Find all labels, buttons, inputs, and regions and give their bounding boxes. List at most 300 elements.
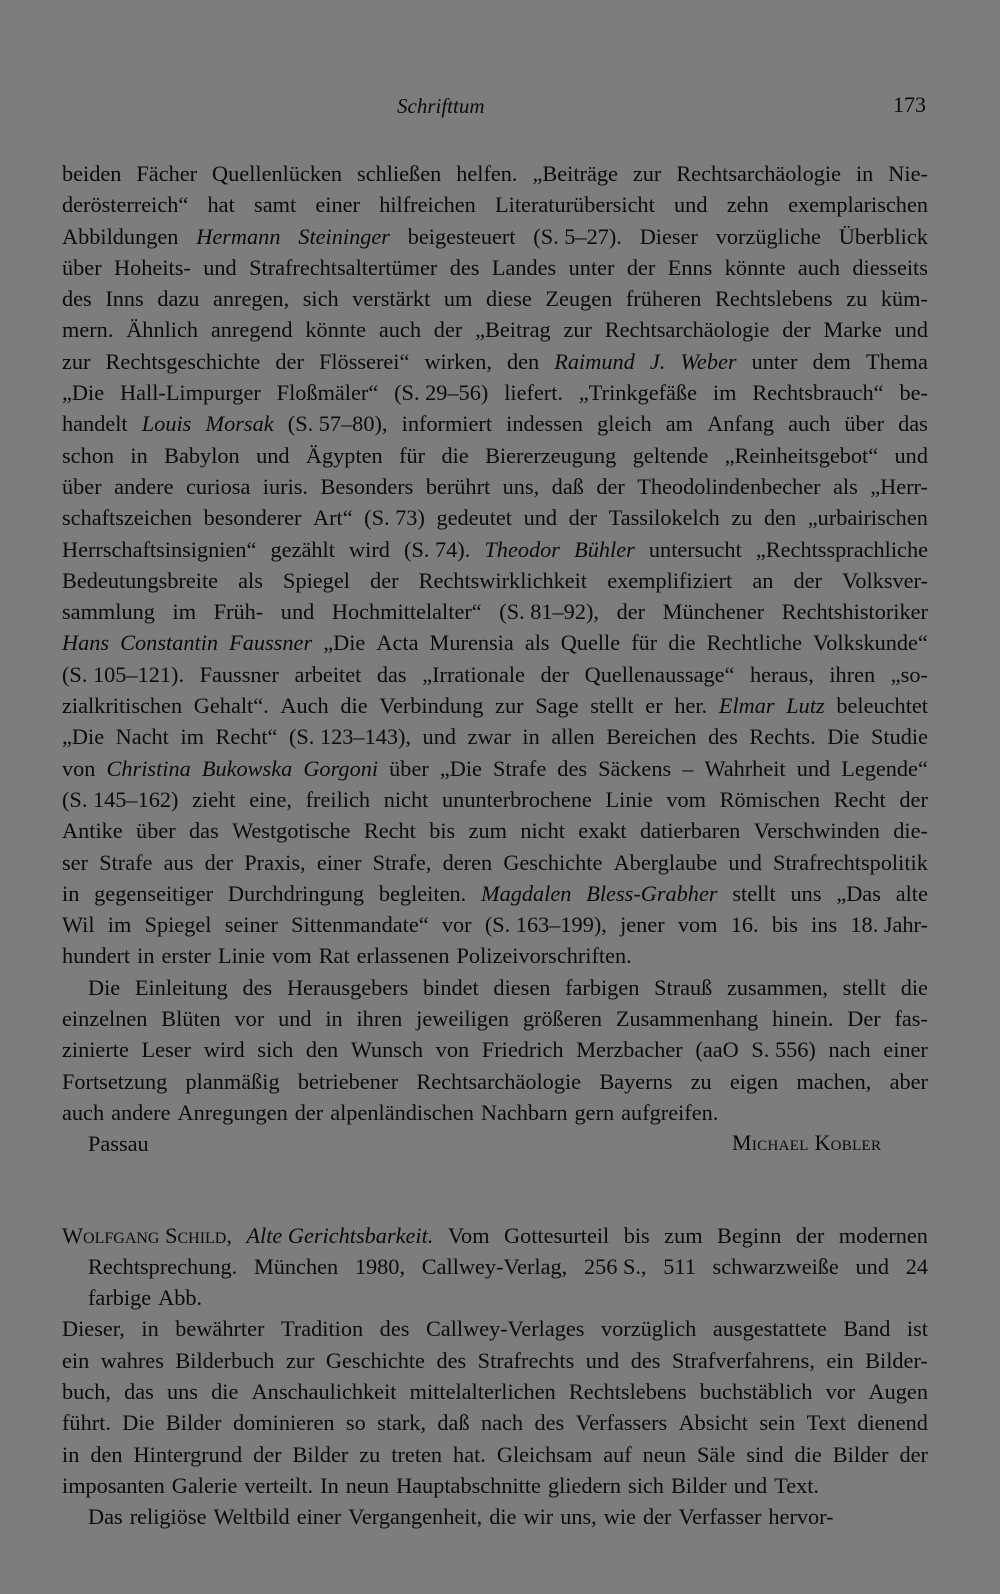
- word: Merzbacher: [576, 1037, 683, 1063]
- word: 24: [905, 1253, 928, 1279]
- word: andere: [111, 1099, 171, 1125]
- word: die: [668, 630, 696, 656]
- word: Absicht: [678, 1410, 748, 1436]
- word: uns: [167, 1378, 198, 1404]
- word: zur: [495, 693, 524, 719]
- word: für: [631, 630, 658, 656]
- word: in: [137, 943, 155, 969]
- word: bindet: [422, 974, 479, 1000]
- word: Bereichen: [606, 724, 697, 750]
- word: gleich: [597, 411, 652, 437]
- word: ausgestattete: [712, 1316, 827, 1342]
- word: und: [674, 192, 708, 218]
- word: Recht: [363, 818, 416, 844]
- word: der: [616, 599, 646, 625]
- word: Quelle: [560, 630, 621, 656]
- text-line: [62, 1313, 928, 1344]
- word: Gleichsam: [496, 1441, 593, 1467]
- word: Floßmäler“: [276, 380, 379, 406]
- word: curiosa: [185, 473, 251, 499]
- word: um: [443, 286, 473, 312]
- word: und: [855, 1253, 889, 1279]
- word: Biererzeugung: [485, 442, 617, 468]
- word: in: [62, 880, 80, 906]
- word: Landes: [491, 254, 557, 280]
- word: Bilder: [670, 1472, 727, 1498]
- word: Dieser: [639, 223, 698, 249]
- word: Literaturübersicht: [495, 192, 655, 218]
- word: Babylon: [164, 442, 240, 468]
- word: Abbildungen: [62, 223, 179, 249]
- word: planmäßig: [185, 1068, 280, 1094]
- word: daß: [551, 473, 584, 499]
- text-line: [62, 377, 928, 408]
- word: be-: [899, 380, 928, 406]
- text-line: [62, 847, 928, 878]
- word: Bilderbuch: [175, 1347, 275, 1373]
- word: der: [294, 1099, 324, 1125]
- word: des: [708, 724, 738, 750]
- word: jeweiligen: [416, 1006, 509, 1032]
- word: „Trinkgefäße: [578, 380, 697, 406]
- word: Sittenmandate“: [291, 912, 429, 938]
- word: unter: [568, 254, 615, 280]
- word: München: [253, 1253, 339, 1279]
- word: dazu: [157, 286, 200, 312]
- word: beiden: [62, 161, 122, 186]
- word: handelt: [62, 411, 128, 437]
- word: Rechtslebens: [568, 1378, 687, 1404]
- word: Säle: [697, 1441, 736, 1467]
- word: aber: [889, 1068, 928, 1094]
- word: Strafe,: [372, 849, 432, 875]
- running-title: Schrifttum: [397, 94, 485, 118]
- word: über: [62, 473, 102, 499]
- word: Bilder: [832, 1441, 889, 1467]
- word: als: [524, 630, 550, 656]
- word: vorzügliche: [715, 223, 821, 249]
- word: und: [280, 599, 315, 625]
- word: (S. 5–27).: [533, 223, 622, 249]
- word: Strafrechtsaltertümer: [249, 254, 438, 280]
- paragraph: [62, 1501, 928, 1532]
- word: gedeutet: [436, 505, 512, 531]
- word: Recht“: [215, 724, 278, 750]
- word: Früh-: [213, 599, 264, 625]
- entry-line: [62, 1220, 928, 1251]
- word: vorzüglich: [600, 1316, 697, 1342]
- text-line: [62, 283, 928, 314]
- word: Bedeutungsbreite: [62, 567, 219, 593]
- word: farbige: [88, 1285, 152, 1311]
- word: (S. 105–121).: [62, 661, 185, 687]
- word: vor: [234, 1006, 265, 1032]
- word: samt: [254, 192, 297, 218]
- word: gliedern: [547, 1472, 622, 1498]
- word: des: [557, 755, 588, 781]
- word: diese: [485, 286, 532, 312]
- word: Marke: [823, 317, 882, 343]
- word: „Rechtssprachliche: [755, 536, 928, 562]
- word: verteilt.: [244, 1472, 314, 1498]
- word: Bilder-: [865, 1347, 928, 1373]
- text-line: [62, 815, 928, 846]
- word: Rechtsgeschichte: [105, 348, 261, 374]
- word: Römischen: [719, 786, 820, 812]
- word: 511: [663, 1253, 696, 1279]
- word: der: [795, 1222, 825, 1248]
- italic-word: Hans: [62, 630, 110, 656]
- word: liefert.: [504, 380, 563, 406]
- word: größeren: [522, 1006, 603, 1032]
- word: In: [320, 1472, 339, 1498]
- word: berührt: [425, 473, 491, 499]
- word: Gehalt“.: [193, 693, 269, 719]
- word: iuris.: [262, 473, 309, 499]
- word: über: [844, 411, 884, 437]
- word: Bayerns: [599, 1068, 673, 1094]
- word: als: [238, 567, 263, 593]
- word: ins: [811, 912, 838, 938]
- word: stellt: [842, 974, 887, 1000]
- text-line: [62, 909, 928, 940]
- text-line: [62, 1097, 928, 1128]
- word: Galerie: [171, 1472, 238, 1498]
- text-line: [62, 878, 928, 909]
- word: Leser: [141, 1037, 192, 1063]
- word: Quellenaussage“: [584, 661, 735, 687]
- italic-word: Constantin: [120, 630, 219, 656]
- word: im: [712, 380, 737, 406]
- entry-line: [62, 1282, 928, 1313]
- word: „Das: [836, 880, 881, 906]
- word: dienend: [857, 1410, 928, 1436]
- text-line: [62, 1439, 928, 1470]
- word: Band: [843, 1316, 891, 1342]
- entry-line: [62, 1251, 928, 1282]
- word: sich: [257, 1037, 294, 1063]
- word: der: [899, 1441, 928, 1467]
- word: Herausgebers: [286, 974, 409, 1000]
- word: über: [389, 755, 429, 781]
- text-line: [62, 1003, 928, 1034]
- word: „Irrationale: [422, 661, 525, 687]
- word: zinierte: [62, 1037, 129, 1063]
- word: sein: [759, 1410, 796, 1436]
- word: Tradition: [280, 1316, 364, 1342]
- word: Rechts.: [749, 724, 816, 750]
- word: diesen: [493, 974, 551, 1000]
- word: Volksver-: [842, 567, 928, 593]
- word: Flösserei“: [318, 348, 410, 374]
- word: freilich: [305, 786, 371, 812]
- word: „Reinheitsgebot“: [724, 442, 879, 468]
- word: der: [540, 661, 570, 687]
- word: wahres: [100, 1347, 164, 1373]
- text-line: [62, 627, 928, 658]
- word: buchstäblich: [699, 1378, 813, 1404]
- word: der: [253, 1441, 282, 1467]
- signature-name: Michael Kobler: [732, 1130, 882, 1156]
- word: küm-: [880, 286, 928, 312]
- word: über: [62, 254, 102, 280]
- word: Rechtsarchäologie: [416, 1068, 582, 1094]
- word: Verfassers: [575, 1410, 668, 1436]
- word: bis: [771, 912, 798, 938]
- text-line: [62, 753, 928, 784]
- word: Bilder: [292, 1441, 349, 1467]
- word: Rechtsarchäologie: [604, 317, 770, 343]
- word: in: [855, 161, 874, 186]
- word: bewährter: [175, 1316, 265, 1342]
- word: Anregungen: [177, 1099, 288, 1125]
- word: Legende“: [841, 755, 928, 781]
- word: Geschichte: [325, 1347, 425, 1373]
- word: im: [107, 912, 132, 938]
- word: verstärkt: [352, 286, 431, 312]
- word: einer: [883, 1037, 928, 1063]
- word: Die: [88, 974, 121, 1000]
- word: von: [435, 1037, 470, 1063]
- word: dominieren: [232, 1410, 335, 1436]
- word: zur: [563, 317, 592, 343]
- word: fas-: [894, 1006, 928, 1032]
- word: 18. Jahr-: [850, 912, 928, 938]
- word: seiner: [224, 912, 278, 938]
- word: zieht: [192, 786, 236, 812]
- italic-word: Louis: [141, 411, 192, 437]
- word: die: [211, 1378, 239, 1404]
- word: Einleitung: [134, 974, 228, 1000]
- word: gern: [574, 1099, 615, 1125]
- word: Rechtliche: [706, 630, 802, 656]
- word: Thema: [865, 348, 928, 374]
- word: schaftszeichen: [62, 505, 192, 531]
- word: untersucht: [648, 536, 742, 562]
- word: der: [899, 786, 928, 812]
- word: in: [141, 1316, 159, 1342]
- word: im: [172, 599, 197, 625]
- word: Strafverfahrens,: [671, 1347, 815, 1373]
- word: vom: [272, 943, 312, 969]
- word: (S. 163–199),: [484, 912, 607, 938]
- italic-word: Elmar: [718, 693, 775, 719]
- word: religiöse: [129, 1504, 207, 1530]
- word: und: [256, 442, 290, 468]
- word: zur: [632, 161, 662, 186]
- word: Rat: [318, 943, 350, 969]
- text-line: [62, 596, 928, 627]
- word: Durchdringung: [227, 880, 365, 906]
- word: (S. 74).: [404, 536, 471, 562]
- word: Quellenlücken: [212, 161, 343, 186]
- word: und: [894, 442, 928, 468]
- word: nicht: [520, 818, 565, 844]
- word: Sage: [535, 693, 579, 719]
- word: „Die: [62, 724, 105, 750]
- review-signature: [62, 1128, 928, 1159]
- word: vom: [677, 912, 718, 938]
- word: „Beitrag: [475, 317, 551, 343]
- text-line: [62, 940, 928, 971]
- word: führt.: [62, 1410, 111, 1436]
- word: sich: [628, 1472, 664, 1498]
- word: des: [436, 1347, 467, 1373]
- word: Praxis,: [244, 849, 306, 875]
- word: Abb.: [158, 1285, 203, 1311]
- word: „urbairischen: [807, 505, 928, 531]
- word: den: [507, 348, 540, 374]
- word: Strafe: [492, 755, 547, 781]
- word: vom: [666, 786, 706, 812]
- word: neun: [345, 1472, 390, 1498]
- word: einer: [296, 1504, 342, 1530]
- text-line: [62, 440, 928, 471]
- word: helfen.: [456, 161, 518, 186]
- word: wird: [203, 1037, 245, 1063]
- word: nicht: [383, 786, 429, 812]
- word: hervor-: [768, 1504, 834, 1530]
- word: Westgotische: [232, 818, 351, 844]
- word: eine,: [249, 786, 292, 812]
- text-line: [62, 534, 928, 565]
- word: begleiten.: [378, 880, 467, 906]
- word: ser: [62, 849, 88, 875]
- italic-word: Steininger: [298, 223, 390, 249]
- word: auch: [788, 411, 831, 437]
- word: Acta: [376, 630, 419, 656]
- italic-word: Bless-Grabher: [586, 880, 718, 906]
- word: der: [642, 1504, 672, 1530]
- word: Verschwinden: [753, 818, 880, 844]
- word: schließen: [357, 161, 442, 186]
- word: auch: [62, 1099, 105, 1125]
- word: der: [793, 567, 822, 593]
- word: bis: [429, 818, 456, 844]
- word: der: [626, 254, 656, 280]
- word: daß: [437, 1410, 470, 1436]
- text-line: [62, 471, 928, 502]
- word: Wil: [62, 912, 95, 938]
- word: Rechtsarchäologie: [676, 161, 841, 186]
- word: vor: [441, 912, 472, 938]
- word: diesseits: [852, 254, 928, 280]
- word: (S. 57–80),: [287, 411, 388, 437]
- word: Enns: [667, 254, 713, 280]
- word: der: [596, 473, 625, 499]
- word: Die: [122, 1410, 155, 1436]
- text-line: [62, 408, 928, 439]
- word: Blüten: [161, 1006, 221, 1032]
- page-number: 173: [893, 92, 926, 117]
- word: Rechtshistoriker: [781, 599, 928, 625]
- word: modernen: [838, 1222, 928, 1248]
- word: jener: [620, 912, 665, 938]
- word: Fächer: [136, 161, 198, 186]
- word: auch: [378, 317, 421, 343]
- word: und: [728, 849, 762, 875]
- word: wirken,: [424, 348, 492, 374]
- word: uns,: [560, 1504, 597, 1530]
- word: zur: [62, 348, 91, 374]
- word: aufgreifen.: [621, 1099, 719, 1125]
- word: Wahrheit: [704, 755, 786, 781]
- word: nach: [828, 1037, 871, 1063]
- word: „Die: [439, 755, 482, 781]
- word: und: [585, 1347, 620, 1373]
- word: exemplarischen: [788, 192, 928, 218]
- word: das: [124, 1378, 154, 1404]
- word: Gottesurteil: [503, 1222, 610, 1248]
- word: dem: [812, 348, 851, 374]
- entry-title: Alte Gerichtsbarkeit.: [246, 1222, 434, 1248]
- word: und: [523, 505, 558, 531]
- word: ihren: [356, 1006, 403, 1032]
- word: des: [630, 1347, 661, 1373]
- word: exakt: [578, 818, 627, 844]
- word: alpenländischen: [330, 1099, 474, 1125]
- word: Hall-Limpurger: [120, 380, 261, 406]
- word: arbeitet: [294, 661, 362, 687]
- text-line: [62, 189, 928, 220]
- word: treten: [391, 1441, 443, 1467]
- word: des: [242, 974, 273, 1000]
- text-line: [62, 252, 928, 283]
- word: geltende: [632, 442, 709, 468]
- word: Friedrich: [481, 1037, 564, 1063]
- word: (S. 123–143),: [288, 724, 411, 750]
- word: zialkritischen: [62, 693, 183, 719]
- word: und: [278, 1006, 312, 1032]
- word: Murensia: [429, 630, 514, 656]
- word: Theodolindenbecher: [637, 473, 821, 499]
- word: die: [489, 1504, 517, 1530]
- word: und: [796, 755, 831, 781]
- word: Verfasser: [678, 1504, 762, 1530]
- paragraph: [62, 158, 928, 972]
- word: erlassenen: [356, 943, 450, 969]
- review-signature-block: [62, 1128, 928, 1159]
- word: aus: [163, 849, 194, 875]
- word: über: [136, 818, 176, 844]
- italic-word: Magdalen: [481, 880, 572, 906]
- word: schon: [62, 442, 115, 468]
- italic-word: Bühler: [574, 536, 635, 562]
- word: beleuchtet: [836, 693, 928, 719]
- word: Anfang: [707, 411, 774, 437]
- word: des: [379, 1316, 410, 1342]
- word: Vergangenheit,: [348, 1504, 483, 1530]
- word: Nachbarn: [480, 1099, 568, 1125]
- word: in: [325, 1006, 343, 1032]
- word: betriebener: [297, 1068, 399, 1094]
- word: „so-: [890, 661, 928, 687]
- word: hat.: [453, 1441, 486, 1467]
- word: Anschaulichkeit: [251, 1378, 397, 1404]
- word: die: [441, 442, 469, 468]
- word: des: [449, 254, 480, 280]
- word: Strafe: [99, 849, 153, 875]
- word: gezählt: [270, 536, 335, 562]
- text-line: [62, 1501, 928, 1532]
- word: der: [204, 849, 234, 875]
- word: her.: [674, 693, 708, 719]
- first-review-text: [62, 158, 928, 1128]
- word: Callwey-Verlag,: [421, 1253, 568, 1279]
- word: ein: [826, 1347, 854, 1373]
- word: von: [62, 755, 96, 781]
- word: gegenseitiger: [94, 880, 214, 906]
